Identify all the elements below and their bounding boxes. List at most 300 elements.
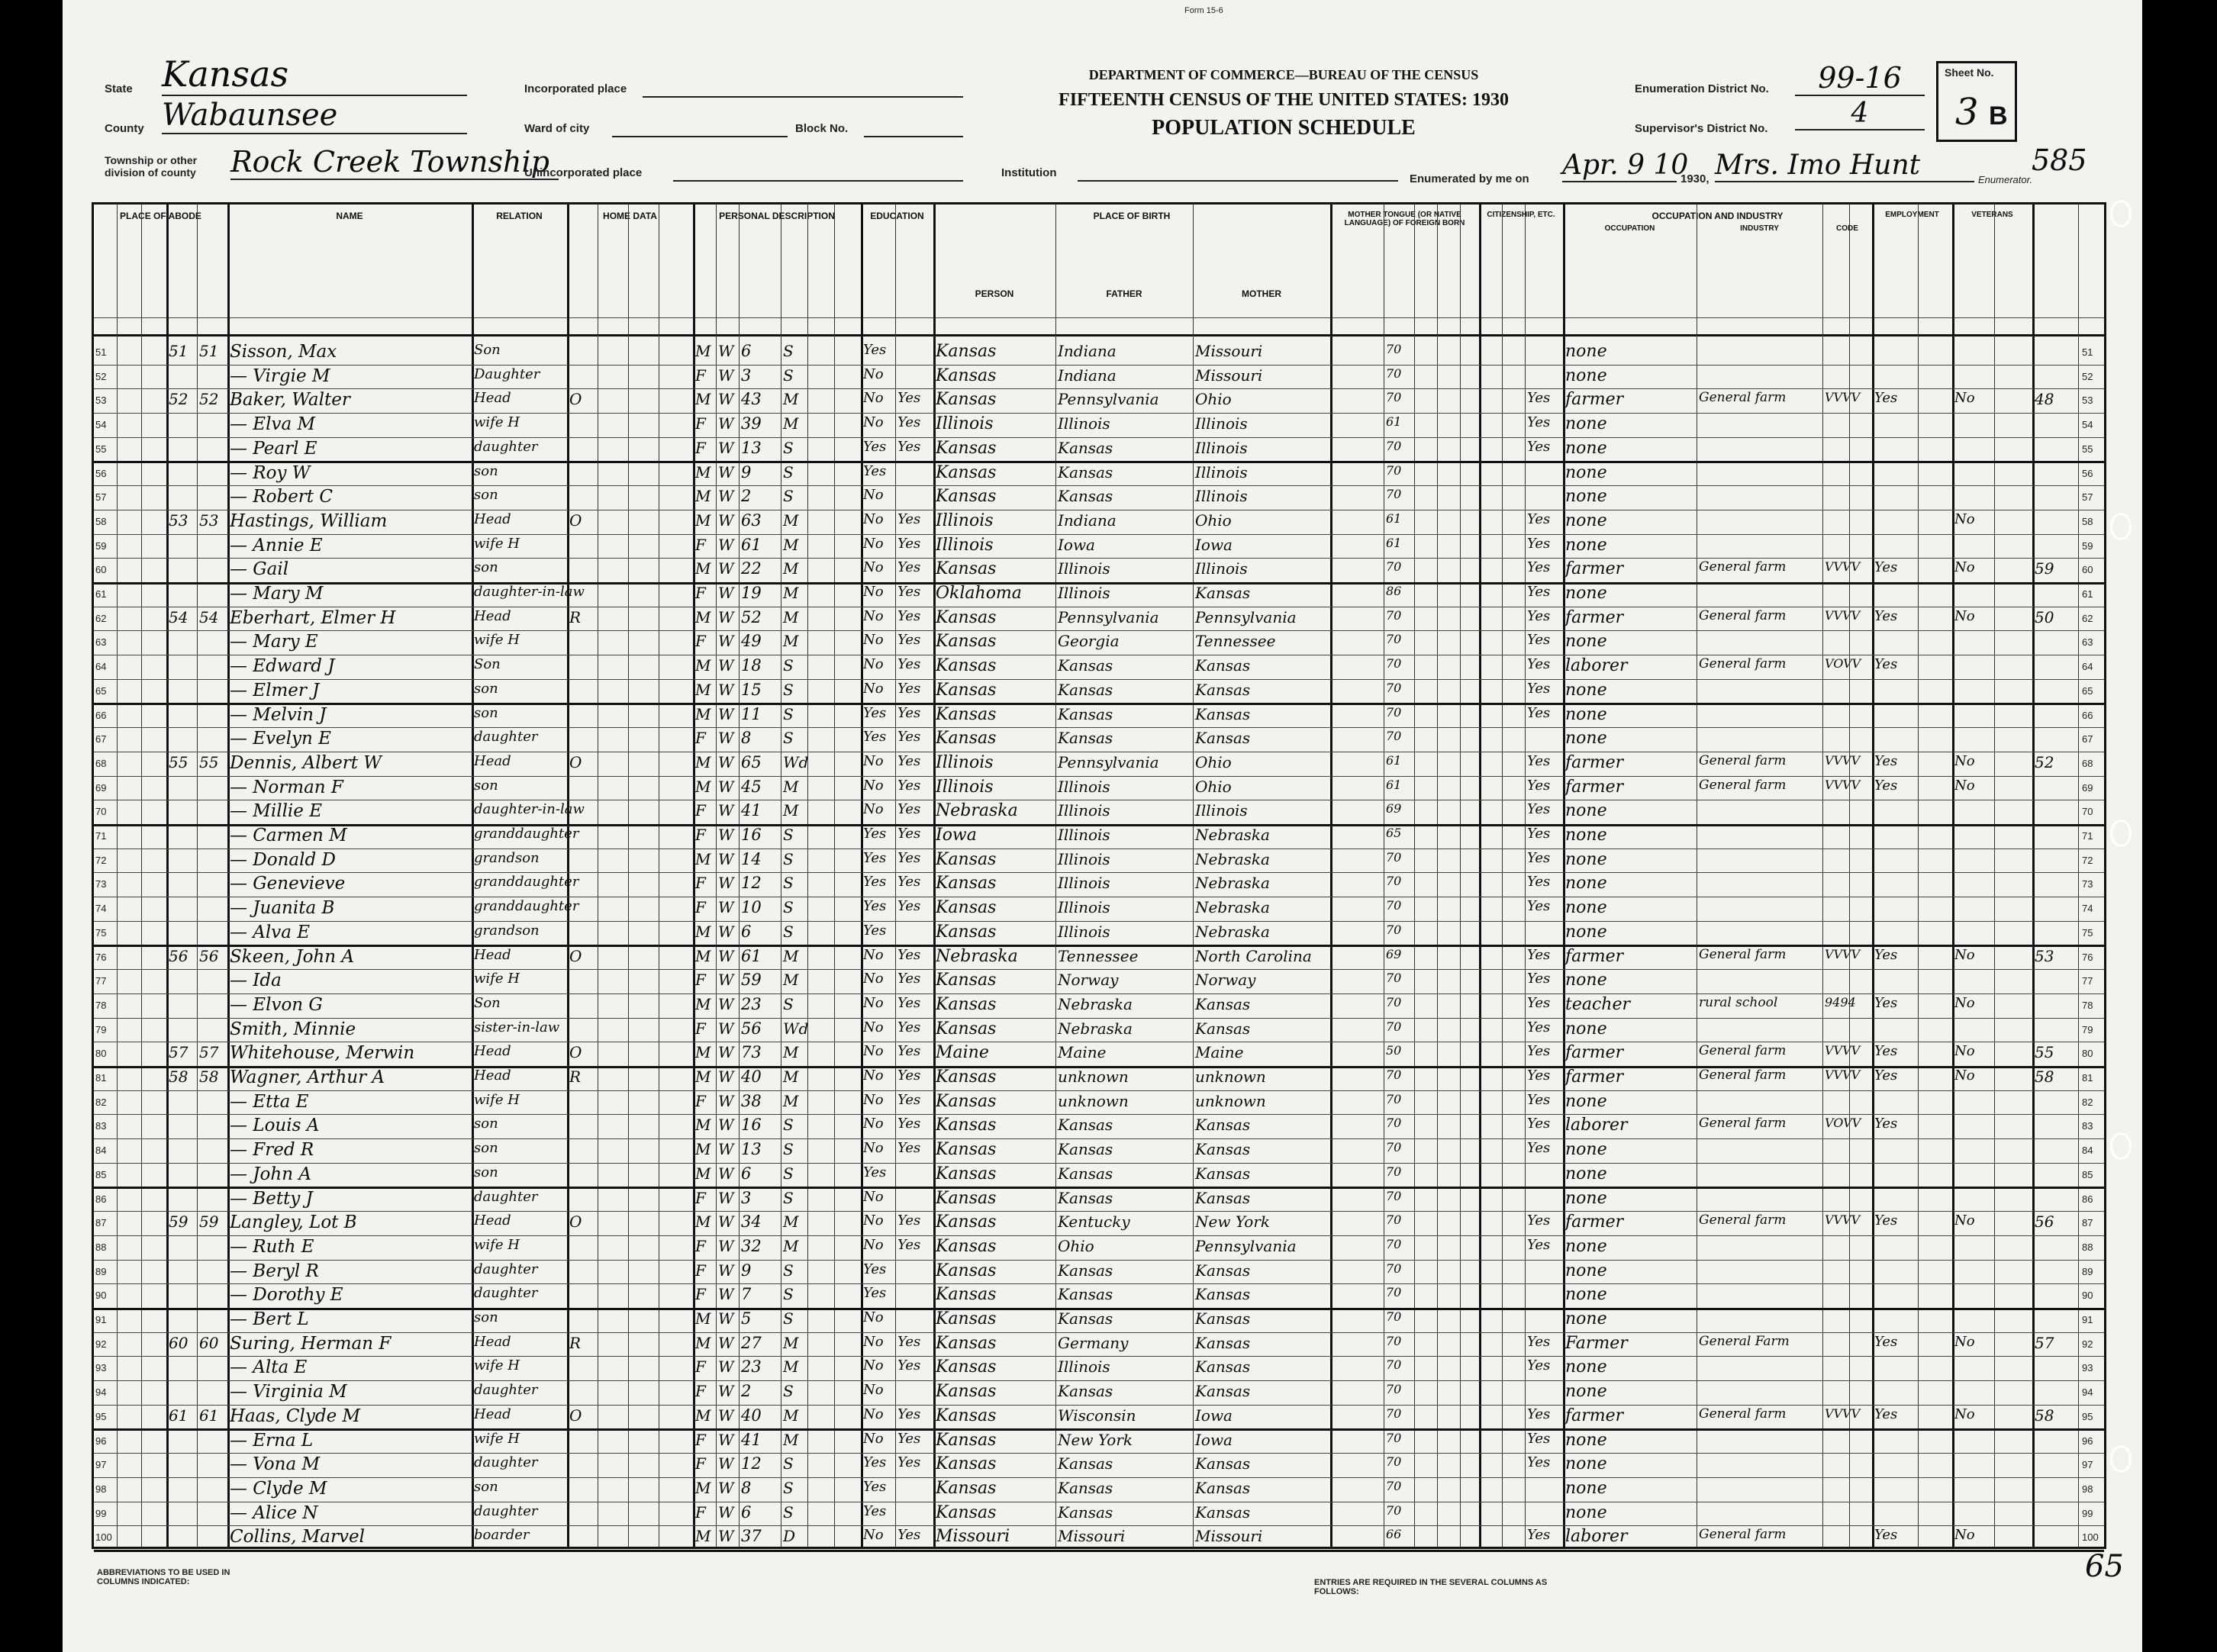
cell-mbp: Norway: [1195, 971, 1256, 990]
cell-mar: S: [783, 1116, 794, 1135]
cell-occ: none: [1565, 487, 1607, 507]
cell-fam: 51: [199, 342, 219, 360]
cell-read: Yes: [897, 390, 921, 407]
cell-bp: Illinois: [936, 752, 994, 772]
cell-name: Dennis, Albert W: [230, 752, 382, 773]
cell-name: — Elmer J: [230, 680, 320, 700]
cell-name: — Virgie M: [230, 366, 330, 386]
line-number-right: 71: [2082, 830, 2093, 842]
cell-bp: Kansas: [936, 971, 997, 990]
line-number: 97: [95, 1459, 107, 1471]
cell-sex: F: [695, 874, 706, 893]
cell-fbp: Kansas: [1058, 462, 1113, 481]
cell-code: 61: [1386, 777, 1402, 792]
cell-code: 70: [1386, 438, 1402, 453]
cell-bp: Kansas: [936, 680, 997, 700]
cell-code: 70: [1386, 1285, 1402, 1300]
line-number-right: 65: [2082, 684, 2093, 697]
cell-ind-code: VVVV: [1825, 559, 1861, 575]
cell-vet: No: [1954, 390, 1975, 407]
cell-occ: farmer: [1565, 752, 1624, 772]
cell-mar: D: [783, 1527, 796, 1546]
cell-read: Yes: [897, 994, 921, 1011]
table-row: [94, 921, 2104, 945]
cell-fbp: Wisconsin: [1058, 1406, 1136, 1425]
line-number: 73: [95, 878, 107, 890]
cell-rel: grandson: [474, 849, 540, 866]
cell-sch: No: [863, 1430, 884, 1447]
table-row: [94, 849, 2104, 873]
cell-name: Skeen, John A: [230, 946, 354, 967]
cell-code: 70: [1386, 1212, 1402, 1228]
cell-rel: son: [474, 777, 498, 794]
cell-farm: 50: [2035, 607, 2054, 626]
cell-code: 61: [1386, 752, 1402, 768]
cell-vet: No: [1954, 777, 1975, 794]
cell-age: 13: [741, 438, 762, 457]
cell-occ: none: [1565, 1019, 1607, 1039]
cell-name: — John A: [230, 1164, 311, 1184]
table-row: [94, 1525, 2104, 1550]
state-value: Kansas: [162, 53, 467, 96]
cell-cit: Yes: [1527, 510, 1551, 527]
cell-cit: Yes: [1527, 1357, 1551, 1374]
cell-bp: Kansas: [936, 1212, 997, 1232]
cell-race: W: [718, 1333, 734, 1352]
cell-read: Yes: [897, 510, 921, 527]
cell-ind-code: VVVV: [1825, 1406, 1861, 1421]
cell-fbp: Illinois: [1058, 584, 1110, 602]
line-number: 96: [95, 1435, 107, 1447]
township-label: Township or other division of county: [105, 154, 198, 179]
table-row: [94, 413, 2104, 437]
table-row: [94, 1405, 2104, 1429]
department-line: DEPARTMENT OF COMMERCE—BUREAU OF THE CENSUS: [1088, 67, 1479, 82]
cell-code: 70: [1386, 1382, 1402, 1397]
line-number: 65: [95, 684, 107, 697]
cell-race: W: [718, 607, 734, 626]
table-row: [94, 752, 2104, 776]
line-number: 67: [95, 733, 107, 745]
cell-fam: 61: [199, 1406, 219, 1425]
cell-ind-code: VOVV: [1825, 1116, 1861, 1131]
cell-sex: F: [695, 632, 706, 651]
cell-rel: daughter-in-law: [474, 584, 585, 600]
cell-sex: F: [695, 1019, 706, 1038]
cell-emp: Yes: [1874, 1406, 1898, 1422]
cell-race: W: [718, 342, 734, 360]
line-number-right: 81: [2082, 1072, 2093, 1084]
cell-read: Yes: [897, 826, 921, 842]
cell-cit: Yes: [1527, 607, 1551, 624]
cell-cit: Yes: [1527, 1068, 1551, 1084]
cell-fbp: Nebraska: [1058, 994, 1133, 1013]
cell-sch: No: [863, 1091, 884, 1108]
line-number: 53: [95, 394, 107, 407]
cell-race: W: [718, 946, 734, 965]
cell-emp: Yes: [1874, 1043, 1898, 1060]
cell-age: 61: [741, 946, 762, 965]
line-number: 76: [95, 951, 107, 963]
cell-fbp: Kansas: [1058, 1261, 1113, 1280]
schedule-title: POPULATION SCHEDULE: [1152, 116, 1416, 140]
cell-code: 70: [1386, 874, 1402, 889]
cell-rel: grandson: [474, 922, 540, 939]
cell-code: 70: [1386, 1140, 1402, 1155]
cell-fbp: Kansas: [1058, 704, 1113, 723]
cell-mbp: Missouri: [1195, 1527, 1263, 1546]
cell-mbp: Ohio: [1195, 777, 1232, 796]
line-number: 81: [95, 1072, 107, 1084]
cell-bp: Kansas: [936, 1068, 997, 1087]
cell-fbp: Kansas: [1058, 1188, 1113, 1207]
cell-bp: Kansas: [936, 1406, 997, 1425]
cell-read: Yes: [897, 1068, 921, 1084]
cell-mbp: Kansas: [1195, 1357, 1251, 1377]
cell-code: 70: [1386, 1019, 1402, 1034]
cell-dw: 56: [169, 946, 189, 965]
cell-name: — Alice N: [230, 1502, 318, 1523]
cell-sex: M: [695, 390, 711, 409]
cell-fbp: Kansas: [1058, 1164, 1113, 1183]
cell-code: 70: [1386, 898, 1402, 913]
cell-code: 70: [1386, 1309, 1402, 1324]
cell-bp: Nebraska: [936, 946, 1018, 966]
line-number: 80: [95, 1048, 107, 1060]
cell-mbp: Kansas: [1195, 704, 1251, 723]
cell-bp: Kansas: [936, 1502, 997, 1522]
cell-cit: Yes: [1527, 414, 1551, 431]
cell-mbp: Iowa: [1195, 1430, 1233, 1449]
cell-mar: S: [783, 680, 794, 699]
cell-fam: 52: [199, 390, 219, 409]
sheet-box: [1936, 61, 2017, 142]
cell-sch: No: [863, 971, 884, 987]
cell-dw: 61: [169, 1406, 189, 1425]
cell-code: 70: [1386, 656, 1402, 671]
cell-code: 70: [1386, 1478, 1402, 1493]
cell-sch: Yes: [863, 1478, 887, 1495]
cell-read: Yes: [897, 535, 921, 552]
hdr-personal: PERSONAL DESCRIPTION: [719, 211, 835, 221]
line-number-right: 95: [2082, 1410, 2093, 1422]
sheet-letter: B: [1989, 101, 2008, 130]
cell-cit: Yes: [1527, 1454, 1551, 1471]
cell-sch: Yes: [863, 1164, 887, 1180]
cell-rel: daughter: [474, 1454, 538, 1471]
line-number-right: 70: [2082, 806, 2093, 818]
cell-mbp: Nebraska: [1195, 874, 1270, 893]
line-number: 71: [95, 830, 107, 842]
line-number-right: 72: [2082, 854, 2093, 866]
cell-race: W: [718, 1454, 734, 1473]
cell-race: W: [718, 680, 734, 699]
cell-race: W: [718, 1527, 734, 1546]
cell-mar: S: [783, 849, 794, 868]
cell-bp: Kansas: [936, 1357, 997, 1377]
cell-age: 2: [741, 1382, 752, 1401]
cell-fbp: Illinois: [1058, 826, 1110, 844]
form-number: Form 15-6: [1184, 6, 1223, 15]
cell-occ: none: [1565, 510, 1607, 530]
cell-cit: Yes: [1527, 971, 1551, 987]
cell-race: W: [718, 1406, 734, 1425]
cell-sch: No: [863, 777, 884, 794]
line-number-right: 98: [2082, 1483, 2093, 1495]
cell-name: Baker, Walter: [230, 390, 350, 411]
cell-mbp: Missouri: [1195, 342, 1263, 360]
cell-sex: M: [695, 1043, 711, 1062]
table-row: [94, 1453, 2104, 1477]
cell-mbp: Nebraska: [1195, 898, 1270, 917]
cell-fbp: Kansas: [1058, 1285, 1113, 1304]
cell-fbp: Indiana: [1058, 510, 1117, 530]
cell-rel: wife H: [474, 1091, 520, 1108]
cell-emp: Yes: [1874, 1212, 1898, 1229]
cell-mar: S: [783, 994, 794, 1013]
cell-ind-code: VVVV: [1825, 1212, 1861, 1228]
cell-sch: No: [863, 632, 884, 649]
cell-age: 49: [741, 632, 762, 651]
cell-race: W: [718, 1478, 734, 1497]
cell-occ: none: [1565, 462, 1607, 482]
cell-name: — Fred R: [230, 1140, 314, 1161]
cell-occ: none: [1565, 826, 1607, 845]
cell-occ: teacher: [1565, 994, 1631, 1014]
cell-age: 22: [741, 559, 762, 578]
cell-sex: M: [695, 1478, 711, 1497]
punch-hole: [2110, 1445, 2132, 1473]
cell-race: W: [718, 1116, 734, 1135]
cell-bp: Kansas: [936, 607, 997, 627]
cell-ind: General farm: [1699, 1406, 1787, 1422]
cell-read: Yes: [897, 1430, 921, 1447]
cell-sex: M: [695, 1333, 711, 1352]
line-number-right: 93: [2082, 1362, 2093, 1374]
cell-age: 37: [741, 1527, 762, 1546]
cell-mbp: Kansas: [1195, 1333, 1251, 1352]
cell-rel: wife H: [474, 1357, 520, 1374]
cell-race: W: [718, 1430, 734, 1449]
cell-bp: Kansas: [936, 1019, 997, 1039]
cell-fbp: Tennessee: [1058, 946, 1139, 965]
unincorporated-label: Unincorporated place: [524, 166, 643, 179]
cell-sex: M: [695, 849, 711, 868]
cell-read: Yes: [897, 801, 921, 818]
cell-fbp: Kansas: [1058, 729, 1113, 748]
cell-fbp: Kansas: [1058, 1140, 1113, 1159]
cell-vet: No: [1954, 1212, 1975, 1229]
line-number-right: 97: [2082, 1459, 2093, 1471]
cell-home: R: [569, 1333, 582, 1352]
cell-bp: Kansas: [936, 994, 997, 1014]
table-row: [94, 462, 2104, 486]
cell-name: — Robert C: [230, 487, 333, 507]
cell-race: W: [718, 1357, 734, 1377]
cell-read: Yes: [897, 1406, 921, 1422]
cell-age: 12: [741, 874, 762, 893]
cell-mbp: Maine: [1195, 1043, 1244, 1062]
cell-dw: 54: [169, 607, 189, 626]
cell-farm: 48: [2035, 390, 2054, 409]
supervisor-label: Supervisor's District No.: [1635, 122, 1768, 135]
cell-occ: none: [1565, 535, 1607, 555]
cell-age: 9: [741, 1261, 752, 1280]
cell-occ: none: [1565, 1164, 1607, 1183]
cell-code: 70: [1386, 607, 1402, 623]
line-number: 99: [95, 1507, 107, 1519]
cell-read: Yes: [897, 1454, 921, 1471]
cell-code: 70: [1386, 632, 1402, 647]
cell-bp: Kansas: [936, 366, 997, 385]
cell-code: 70: [1386, 390, 1402, 405]
cell-mar: S: [783, 1309, 794, 1328]
cell-age: 7: [741, 1285, 752, 1304]
cell-name: — Elvon G: [230, 994, 323, 1015]
ward-line: [612, 119, 788, 137]
cell-sex: F: [695, 1502, 706, 1522]
cell-race: W: [718, 801, 734, 820]
cell-mar: Wd: [783, 1019, 809, 1038]
cell-sex: M: [695, 994, 711, 1013]
cell-mar: M: [783, 1430, 799, 1449]
punch-hole: [2110, 200, 2132, 227]
cell-name: — Annie E: [230, 535, 323, 555]
table-row: [94, 1380, 2104, 1405]
cell-name: — Evelyn E: [230, 729, 331, 749]
line-number-right: 89: [2082, 1265, 2093, 1277]
cell-age: 39: [741, 414, 762, 433]
cell-mar: S: [783, 898, 794, 917]
cell-name: Wagner, Arthur A: [230, 1068, 385, 1087]
table-row: [94, 679, 2104, 704]
cell-sex: F: [695, 1357, 706, 1377]
cell-age: 3: [741, 366, 752, 385]
cell-home: O: [569, 1406, 582, 1425]
cell-race: W: [718, 704, 734, 723]
cell-race: W: [718, 584, 734, 602]
cell-race: W: [718, 438, 734, 457]
cell-sch: No: [863, 1406, 884, 1422]
cell-read: Yes: [897, 1527, 921, 1544]
header-divider: [94, 334, 2104, 337]
cell-mar: M: [783, 777, 799, 796]
cell-mbp: Kansas: [1195, 584, 1251, 602]
cell-sex: M: [695, 1068, 711, 1086]
cell-sch: Yes: [863, 898, 887, 915]
line-number-right: 96: [2082, 1435, 2093, 1447]
cell-occ: farmer: [1565, 390, 1624, 410]
table-row: [94, 1163, 2104, 1187]
cell-name: — Norman F: [230, 777, 343, 797]
table-row: [94, 969, 2104, 993]
cell-age: 3: [741, 1188, 752, 1207]
cell-rel: Head: [474, 1212, 511, 1229]
cell-read: Yes: [897, 607, 921, 624]
table-row: [94, 534, 2104, 559]
cell-read: Yes: [897, 1212, 921, 1229]
cell-race: W: [718, 559, 734, 578]
cell-sex: M: [695, 487, 711, 506]
cell-sch: No: [863, 1140, 884, 1157]
cell-bp: Kansas: [936, 1116, 997, 1135]
cell-fbp: Illinois: [1058, 1357, 1110, 1377]
cell-code: 70: [1386, 1236, 1402, 1251]
line-number-right: 100: [2082, 1531, 2099, 1544]
cell-sch: No: [863, 1068, 884, 1084]
cell-cit: Yes: [1527, 1212, 1551, 1229]
cell-code: 61: [1386, 414, 1402, 430]
cell-sex: F: [695, 898, 706, 917]
cell-name: — Vona M: [230, 1454, 321, 1475]
cell-sch: Yes: [863, 729, 887, 745]
cell-code: 70: [1386, 1430, 1402, 1445]
cell-cit: Yes: [1527, 752, 1551, 769]
cell-rel: daughter: [474, 1502, 538, 1519]
cell-code: 70: [1386, 1333, 1402, 1348]
cell-fbp: Maine: [1058, 1043, 1107, 1062]
cell-sex: M: [695, 510, 711, 530]
cell-mbp: Illinois: [1195, 801, 1248, 820]
cell-code: 70: [1386, 1357, 1402, 1373]
cell-fbp: unknown: [1058, 1091, 1129, 1110]
cell-name: — Virginia M: [230, 1382, 347, 1402]
cell-rel: Head: [474, 607, 511, 624]
cell-read: Yes: [897, 704, 921, 721]
cell-age: 52: [741, 607, 762, 626]
line-number-right: 92: [2082, 1338, 2093, 1350]
cell-bp: Kansas: [936, 898, 997, 918]
cell-mbp: Kansas: [1195, 1019, 1251, 1038]
cell-age: 8: [741, 1478, 752, 1497]
line-number-right: 66: [2082, 709, 2093, 721]
line-number-right: 79: [2082, 1023, 2093, 1035]
cell-rel: son: [474, 1478, 498, 1495]
cell-cit: Yes: [1527, 801, 1551, 818]
cell-sch: No: [863, 680, 884, 697]
cell-mbp: Ohio: [1195, 752, 1232, 771]
line-number: 87: [95, 1217, 107, 1229]
cell-race: W: [718, 874, 734, 893]
punch-hole: [2110, 820, 2132, 847]
cell-code: 70: [1386, 1261, 1402, 1276]
cell-sch: No: [863, 414, 884, 431]
cell-rel: son: [474, 559, 498, 576]
cell-code: 61: [1386, 510, 1402, 526]
table-row: [94, 1260, 2104, 1284]
table-row: [94, 727, 2104, 752]
cell-fam: 57: [199, 1043, 219, 1062]
cell-code: 50: [1386, 1043, 1402, 1058]
cell-age: 6: [741, 342, 752, 360]
cell-fbp: Kansas: [1058, 680, 1113, 699]
cell-fam: 53: [199, 510, 219, 530]
cell-code: 70: [1386, 1091, 1402, 1106]
cell-sex: M: [695, 559, 711, 578]
line-number: 66: [95, 709, 107, 721]
cell-rel: daughter: [474, 729, 538, 745]
cell-name: — Alva E: [230, 922, 311, 942]
cell-bp: Kansas: [936, 1333, 997, 1353]
unincorporated-line: [673, 163, 963, 182]
cell-read: Yes: [897, 414, 921, 431]
cell-fbp: Pennsylvania: [1058, 752, 1159, 771]
cell-home: O: [569, 1043, 582, 1062]
cell-occ: farmer: [1565, 559, 1624, 579]
cell-name: — Clyde M: [230, 1478, 327, 1499]
cell-age: 43: [741, 390, 762, 409]
cell-home: R: [569, 607, 582, 626]
